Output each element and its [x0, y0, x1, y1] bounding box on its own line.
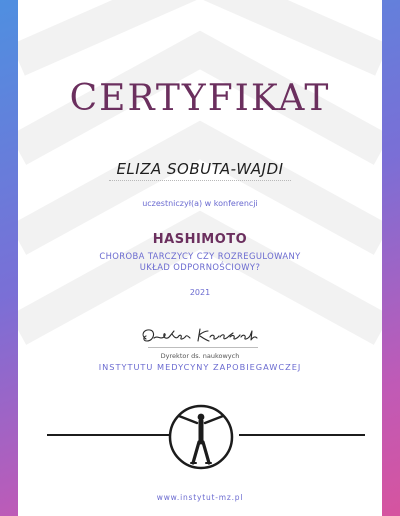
participation-text: uczestniczył(a) w konferencji [142, 199, 258, 208]
event-subtitle [18, 251, 382, 273]
recipient-name: ELIZA SOBUTA-WAJDI [116, 160, 284, 178]
recipient-underline [109, 180, 291, 181]
divider-left [47, 434, 173, 436]
institute-name: INSTYTUTU MEDYCYNY ZAPOBIEGAWCZEJ [98, 362, 302, 372]
website-link[interactable]: www.instytut-mz.pl [156, 493, 244, 502]
divider-right [239, 434, 365, 436]
vitruvian-man-logo-icon [165, 402, 237, 472]
event-title: HASHIMOTO [152, 232, 248, 247]
director-role: Dyrektor ds. naukowych [160, 352, 240, 360]
event-year: 2021 [189, 288, 211, 297]
signature-icon [134, 325, 274, 349]
certificate-sheet [18, 0, 382, 516]
event-subtitle-line2: UKŁAD ODPORNOŚCIOWY? [139, 262, 261, 272]
certificate-title: CERTYFIKAT [69, 78, 331, 119]
signature-line [148, 347, 258, 348]
event-subtitle-line1: CHOROBA TARCZYCY CZY ROZREGULOWANY [99, 251, 301, 261]
